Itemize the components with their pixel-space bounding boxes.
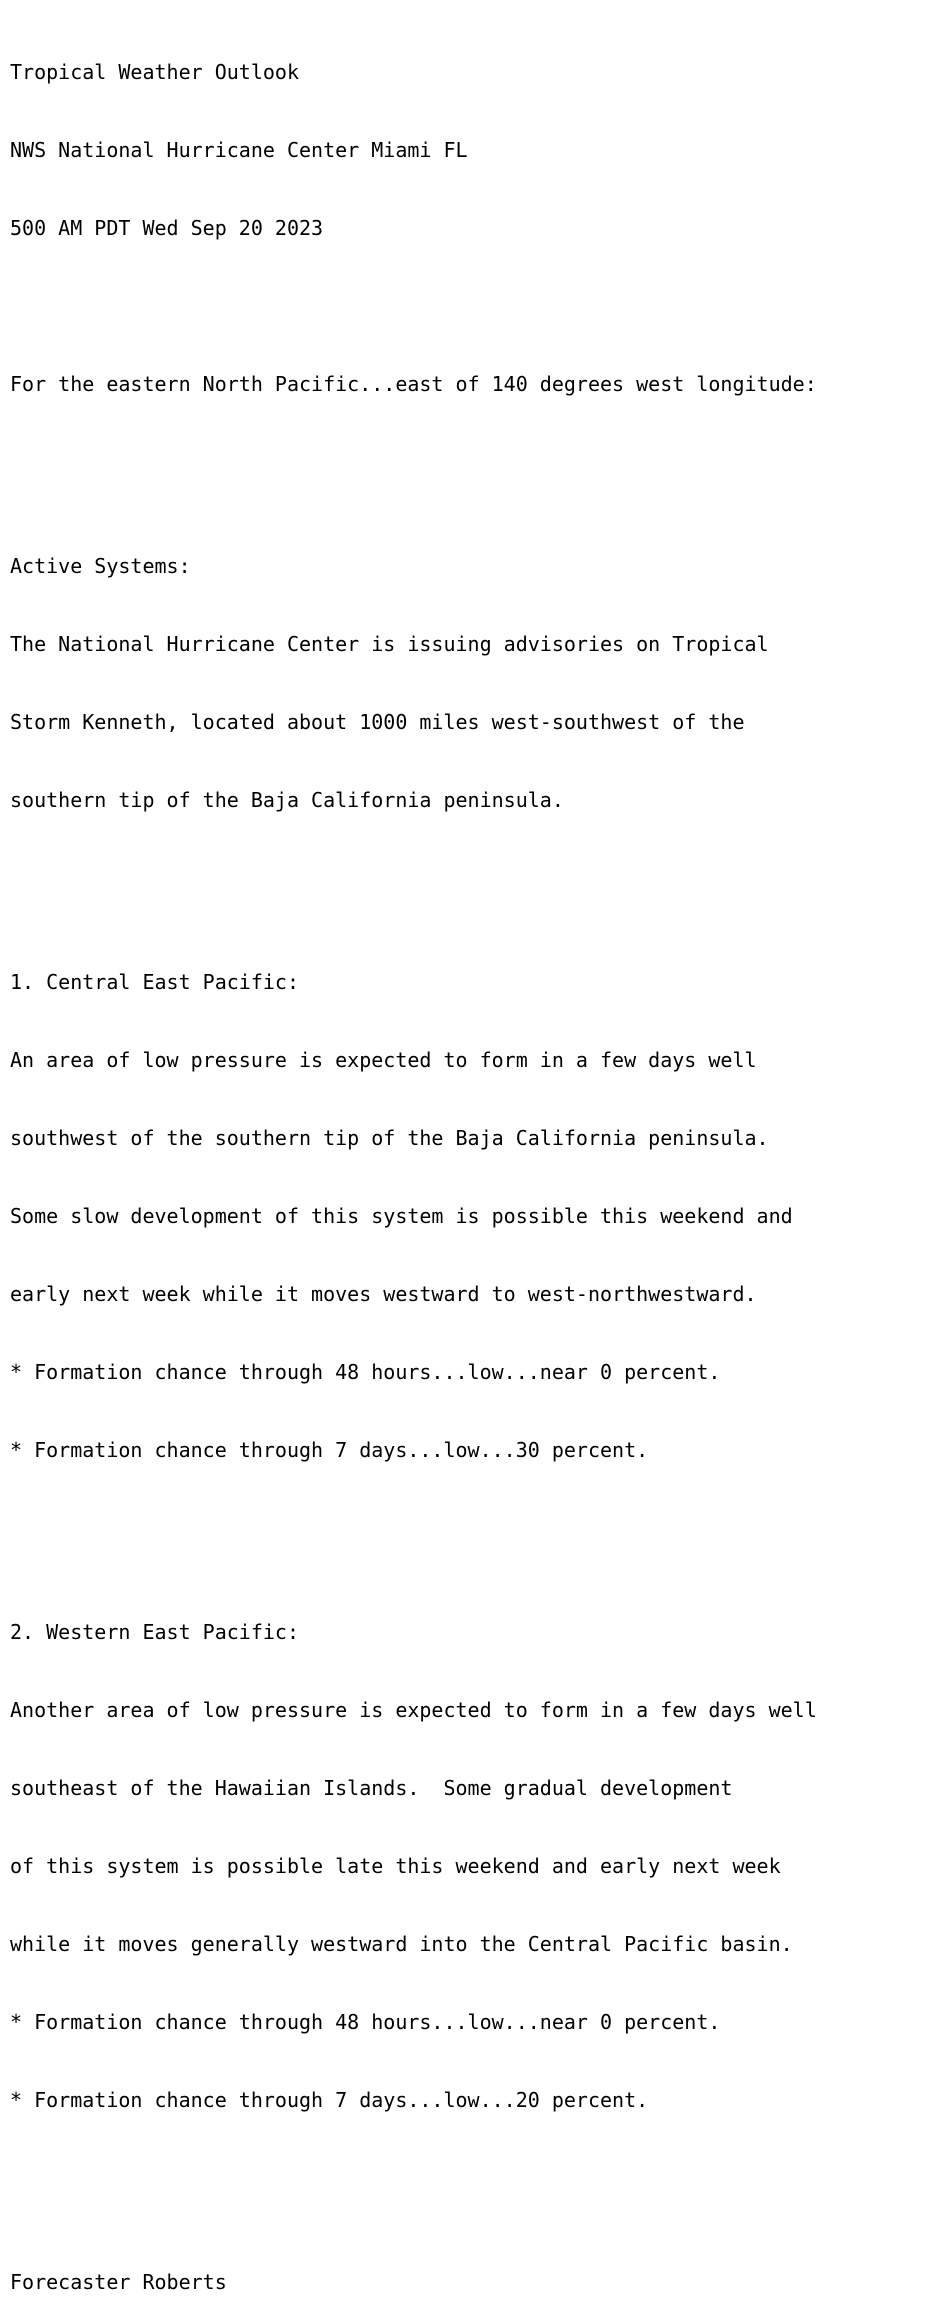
area-2-line: Another area of low pressure is expected to form in a few days well	[10, 1698, 817, 1722]
area-1-chance-48h: * Formation chance through 48 hours...low...near 0 percent.	[10, 1360, 721, 1384]
active-systems-line: Storm Kenneth, located about 1000 miles west-southwest of the	[10, 710, 745, 734]
area-2-chance-7d: * Formation chance through 7 days...low...20 percent.	[10, 2088, 649, 2112]
bulletin-title: Tropical Weather Outlook	[10, 60, 299, 84]
blank-line	[10, 449, 945, 475]
area-1-line: Some slow development of this system is possible this weekend and	[10, 1204, 793, 1228]
area-2-line: southeast of the Hawaiian Islands. Some gradual development	[10, 1776, 733, 1800]
forecaster-signature: Forecaster Roberts	[10, 2270, 227, 2294]
active-systems-line: southern tip of the Baja California peninsula.	[10, 788, 564, 812]
issuing-office: NWS National Hurricane Center Miami FL	[10, 138, 468, 162]
blank-line	[10, 865, 945, 891]
region-statement: For the eastern North Pacific...east of 140 degrees west longitude:	[10, 372, 817, 396]
area-1-line: early next week while it moves westward to west-northwestward.	[10, 1282, 757, 1306]
area-2-heading: 2. Western East Pacific:	[10, 1620, 299, 1644]
area-1-chance-7d: * Formation chance through 7 days...low...30 percent.	[10, 1438, 649, 1462]
area-2-line: of this system is possible late this weekend and early next week	[10, 1854, 781, 1878]
area-1-line: southwest of the southern tip of the Baja California peninsula.	[10, 1126, 769, 1150]
issue-time: 500 AM PDT Wed Sep 20 2023	[10, 216, 324, 240]
blank-line	[10, 2165, 945, 2191]
weather-outlook-bulletin	[10, 7, 945, 2321]
area-2-chance-48h: * Formation chance through 48 hours...low...near 0 percent.	[10, 2010, 721, 2034]
active-systems-line: The National Hurricane Center is issuing advisories on Tropical	[10, 632, 769, 656]
area-2-line: while it moves generally westward into the Central Pacific basin.	[10, 1932, 793, 1956]
area-1-line: An area of low pressure is expected to form in a few days well	[10, 1048, 757, 1072]
blank-line	[10, 1515, 945, 1541]
blank-line	[10, 293, 945, 319]
area-1-heading: 1. Central East Pacific:	[10, 970, 299, 994]
active-systems-heading: Active Systems:	[10, 554, 191, 578]
